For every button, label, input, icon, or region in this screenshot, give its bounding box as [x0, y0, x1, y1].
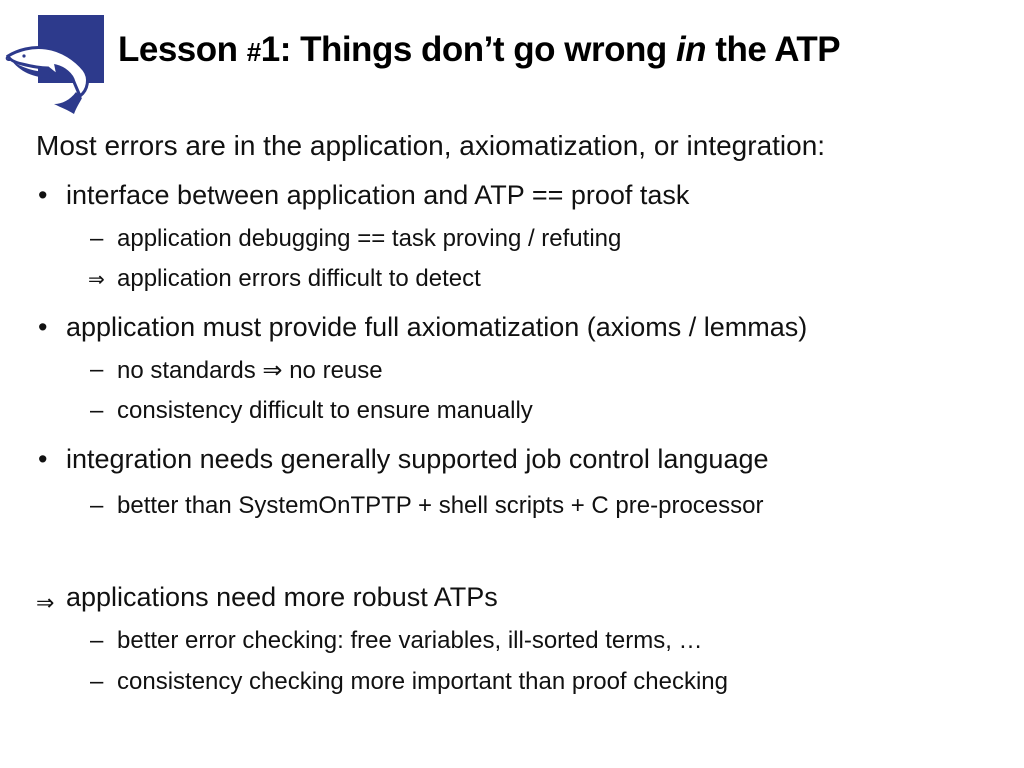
title-suffix: the ATP	[706, 30, 841, 69]
sub-bullet-marker: –	[90, 397, 104, 424]
sub-bullet-text: application debugging == task proving / refuting	[117, 225, 622, 252]
title-prefix: Lesson	[118, 30, 247, 69]
sub-bullet-marker: –	[90, 356, 104, 383]
intro-text: Most errors are in the application, axiomatization, or integration:	[36, 130, 826, 161]
bullet-marker: •	[38, 312, 48, 342]
title-mid: 1: Things don’t go wrong	[260, 30, 676, 69]
implies-marker: ⇒	[88, 269, 105, 291]
sub-bullet-marker: –	[90, 492, 104, 519]
bullet-marker: •	[38, 444, 48, 474]
implies-marker: ⇒	[36, 590, 55, 615]
sub-bullet-text: application errors difficult to detect	[117, 265, 481, 292]
conclusion-text: applications need more robust ATPs	[66, 582, 498, 612]
sub-bullet-marker: –	[90, 627, 104, 654]
bullet-text: application must provide full axiomatization (axioms / lemmas)	[66, 312, 808, 342]
sub-bullet-marker: –	[90, 668, 104, 695]
title-hash: #	[246, 37, 261, 67]
title-emphasis: in	[675, 30, 707, 69]
sub-bullet-text: better error checking: free variables, ill-sorted terms, …	[117, 627, 703, 654]
bullet-text: interface between application and ATP == proof task	[66, 180, 690, 210]
sub-bullet-text: consistency difficult to ensure manually	[117, 397, 533, 424]
bullet-text: integration needs generally supported job control language	[66, 444, 769, 474]
sub-bullet-marker: –	[90, 225, 104, 252]
sub-bullet-text: better than SystemOnTPTP + shell scripts + C pre-processor	[117, 492, 764, 519]
sub-bullet-text: no standards ⇒ no reuse	[117, 357, 383, 384]
bullet-marker: •	[38, 180, 48, 210]
sub-bullet-text: consistency checking more important than proof checking	[117, 668, 728, 695]
